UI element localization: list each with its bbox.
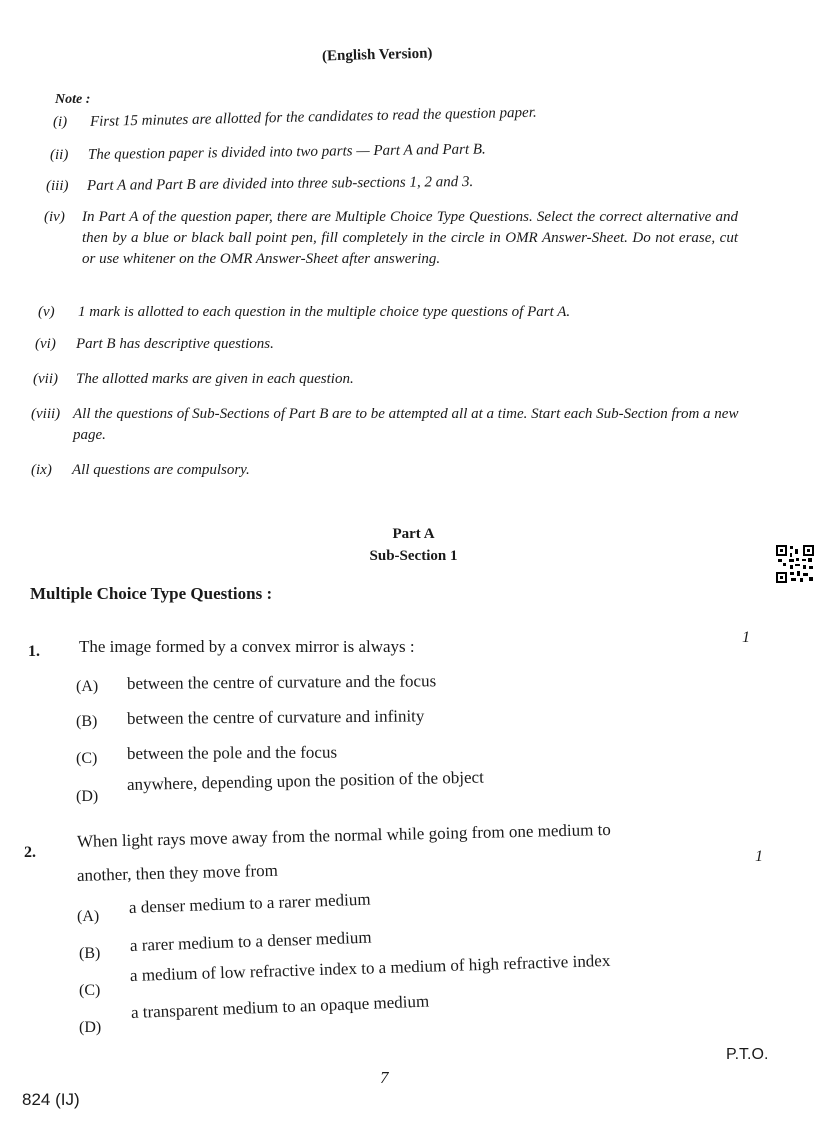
mcq-heading: Multiple Choice Type Questions : <box>30 584 273 603</box>
paper-code: 824 (IJ) <box>22 1090 80 1109</box>
option-text: a denser medium to a rarer medium <box>128 889 371 917</box>
question-text: The image formed by a convex mirror is always : <box>79 637 415 656</box>
note-item-number: (ix) <box>31 462 52 478</box>
option-text: between the centre of curvature and the focus <box>126 671 437 693</box>
note-item-text: The allotted marks are given in each question. <box>76 371 354 387</box>
subsection-title: Sub-Section 1 <box>369 548 458 564</box>
option-text: a rarer medium to a denser medium <box>129 927 372 955</box>
option-text: a medium of low refractive index to a medium of high refractive index <box>129 950 611 985</box>
note-item-text: 1 mark is allotted to each question in the multiple choice type questions of Part A. <box>78 304 571 320</box>
note-item-text: In Part A of the question paper, there are Multiple Choice Type Questions. Select the correct alternative and then by a blue or black ball point pen, fill completely in the circle in OMR Answer-Sheet. Do not erase, cut or use whitener on the OMR Answer-Sheet after answering. <box>82 209 738 267</box>
option-text: between the centre of curvature and infinity <box>126 706 425 728</box>
option-text: anywhere, depending upon the position of the object <box>126 767 485 794</box>
option-label: (D) <box>79 1019 102 1036</box>
note-item-text: Part A and Part B are divided into three sub-sections 1, 2 and 3. <box>86 173 474 194</box>
note-item-number: (ii) <box>50 147 69 163</box>
version-heading: (English Version) <box>321 45 433 65</box>
note-item-number: (i) <box>53 114 68 130</box>
option-label: (C) <box>76 750 98 767</box>
note-item-number: (viii) <box>31 406 61 422</box>
pto-label: P.T.O. <box>726 1046 769 1063</box>
question-text: another, then they move from <box>76 860 279 885</box>
note-item-text: All the questions of Sub-Sections of Part B are to be attempted all at a time. Start each Sub-Section from a new page. <box>73 406 739 443</box>
option-label: (A) <box>76 678 99 695</box>
part-title: Part A <box>392 526 435 542</box>
note-item-text: Part B has descriptive questions. <box>76 336 274 352</box>
note-item-number: (vii) <box>33 371 58 387</box>
question-text: When light rays move away from the normal while going from one medium to <box>76 819 612 851</box>
note-item-text: The question paper is divided into two parts — Part A and Part B. <box>87 141 486 163</box>
note-item-number: (iv) <box>44 209 65 225</box>
option-label: (D) <box>76 788 99 805</box>
page-number: 7 <box>380 1068 389 1087</box>
option-text: between the pole and the focus <box>126 742 338 763</box>
question-marks: 1 <box>755 848 763 865</box>
note-title: Note : <box>55 92 91 107</box>
note-item-number: (iii) <box>46 178 69 194</box>
question-number: 2. <box>24 844 36 861</box>
option-label: (B) <box>79 945 101 962</box>
option-text: a transparent medium to an opaque medium <box>130 991 430 1022</box>
option-label: (A) <box>77 908 100 925</box>
question-number: 1. <box>28 643 40 660</box>
option-label: (C) <box>79 982 101 999</box>
note-item-number: (v) <box>38 304 55 320</box>
note-item-number: (vi) <box>35 336 56 352</box>
option-label: (B) <box>76 713 98 730</box>
note-item-text: All questions are compulsory. <box>72 462 250 478</box>
question-marks: 1 <box>742 629 750 646</box>
qr-code-icon <box>776 545 814 583</box>
note-item-text: First 15 minutes are allotted for the candidates to read the question paper. <box>89 104 537 130</box>
